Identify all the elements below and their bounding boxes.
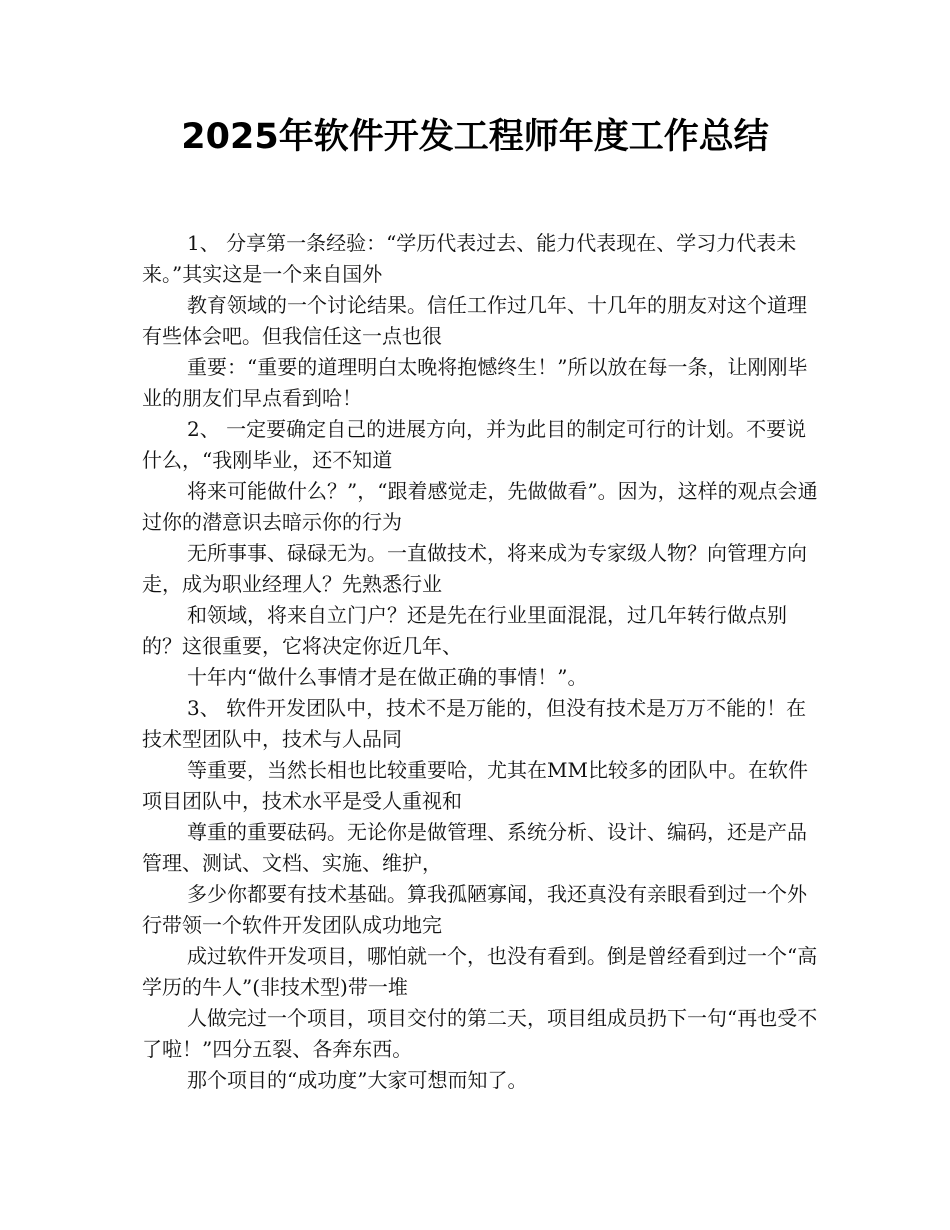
paragraph: 十年内“做什么事情才是在做正确的事情！”。: [187, 665, 588, 689]
paragraph: 尊重的重要砝码。无论你是做管理、系统分析、设计、编码，还是产品管理、测试、文档、实施、维护，: [142, 820, 807, 875]
paragraph: 重要：“重要的道理明白太晚将抱憾终生！”所以放在每一条，让刚刚毕业的朋友们早点看到哈！: [142, 355, 808, 410]
paragraph: 2、 一定要确定自己的进展方向，并为此目的制定可行的计划。不要说什么，“我刚毕业，还不知道: [142, 417, 807, 472]
paragraph: 和领域，将来自立门户？还是先在行业里面混混，过几年转行做点别的？这很重要，它将决定你近几年、: [142, 603, 787, 658]
paragraph: 人做完过一个项目，项目交付的第二天，项目组成员扔下一句“再也受不了啦！”四分五裂、各奔东西。: [142, 1006, 818, 1061]
paragraph: 3、 软件开发团队中，技术不是万能的，但没有技术是万万不能的！在技术型团队中，技术与人品同: [142, 696, 807, 751]
document-body: [142, 228, 822, 1096]
paragraph: 等重要，当然长相也比较重要哈，尤其在MM比较多的团队中。在软件项目团队中，技术水平是受人重视和: [142, 758, 808, 813]
paragraph: 成过软件开发项目，哪怕就一个，也没有看到。倒是曾经看到过一个“高学历的牛人”(非技术型)带一堆: [142, 944, 818, 999]
paragraph: 将来可能做什么？”，“跟着感觉走，先做做看”。因为，这样的观点会通过你的潜意识去暗示你的行为: [142, 479, 818, 534]
paragraph: 那个项目的“成功度”大家可想而知了。: [187, 1068, 528, 1092]
paragraph: 无所事事、碌碌无为。一直做技术，将来成为专家级人物？向管理方向走，成为职业经理人？先熟悉行业: [142, 541, 807, 596]
paragraph: 1、 分享第一条经验：“学历代表过去、能力代表现在、学习力代表未来。”其实这是一个来自国外: [142, 231, 797, 286]
document-title: 2025年软件开发工程师年度工作总结: [181, 117, 769, 157]
paragraph: 教育领域的一个讨论结果。信任工作过几年、十几年的朋友对这个道理有些体会吧。但我信任这一点也很: [142, 293, 807, 348]
paragraph: 多少你都要有技术基础。算我孤陋寡闻，我还真没有亲眼看到过一个外行带领一个软件开发团队成功地完: [142, 882, 807, 937]
